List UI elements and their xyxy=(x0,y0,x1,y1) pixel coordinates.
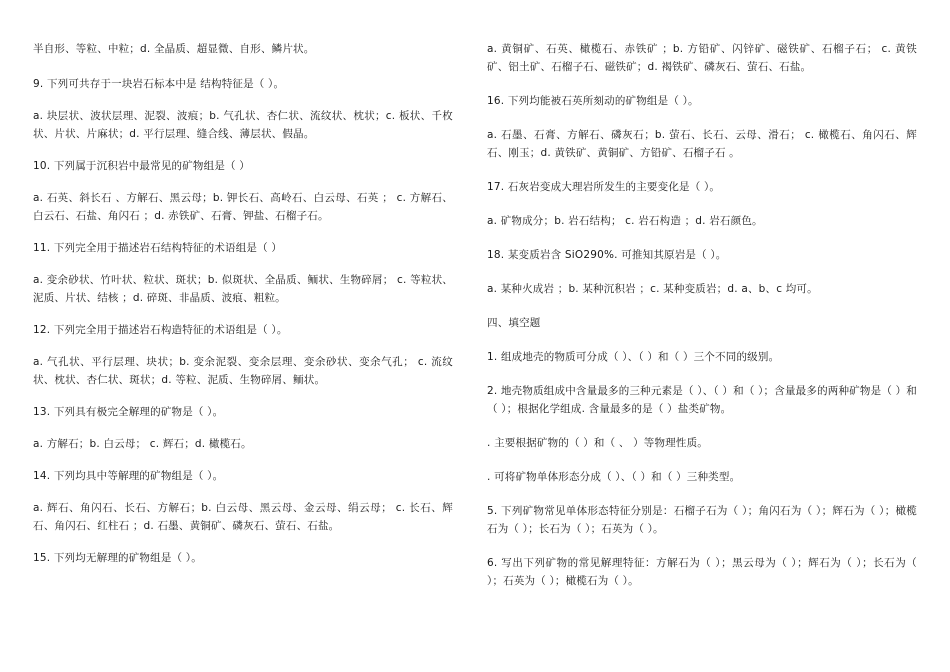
left-column xyxy=(33,40,453,567)
question-14-options: a. 辉石、角闪石、长石、方解石；b. 白云母、黑云母、金云母、绢云母； c. 长石、辉石、角闪石、红柱石 ；d. 石墨、黄铜矿、磷灰石、萤石、石盐。 xyxy=(33,502,453,532)
section-title: 四、填空题 xyxy=(487,317,541,329)
question-13: 13. 下列具有极完全解理的矿物是（ ）。 xyxy=(33,406,224,418)
question-9-options: a. 块层状、波状层理、泥裂、波痕；b. 气孔状、杏仁状、流纹状、枕状；c. 板状、千枚状、片状、片麻状；d. 平行层理、缝合线、薄层状、假晶。 xyxy=(33,110,453,140)
question-12-options: a. 气孔状、平行层理、块状；b. 变余泥裂、变余层理、变余砂状、变余气孔； c. 流纹状、枕状、杏仁状、斑状；d. 等粒、泥质、生物碎屑、鲕状。 xyxy=(33,356,453,386)
question-9: 9. 下列可共存于一块岩石标本中是 结构特征是（ ）。 xyxy=(33,78,285,90)
question-12: 12. 下列完全用于描述岩石构造特征的术语组是（ ）。 xyxy=(33,324,288,336)
question-16: 16. 下列均能被石英所刻动的矿物组是（ ）。 xyxy=(487,95,699,107)
question-11: 11. 下列完全用于描述岩石结构特征的术语组是（ ） xyxy=(33,242,283,254)
question-11-options: a. 变余砂状、竹叶状、粒状、斑状；b. 似斑状、全晶质、鲕状、生物碎屑； c. 等粒状、泥质、片状、结核 ；d. 碎斑、非晶质、波痕、粗粒。 xyxy=(33,274,453,304)
fill-question-3: . 主要根据矿物的（ ）和（ 、 ）等物理性质。 xyxy=(487,437,708,449)
question-13-options: a. 方解石；b. 白云母； c. 辉石；d. 橄榄石。 xyxy=(33,438,252,450)
fill-question-5: 5. 下列矿物常见单体形态特征分别是：石榴子石为（ ）；角闪石为（ ）；辉石为（ ）；橄榄石为（ ）；长石为（ ）；石英为（ ）。 xyxy=(487,505,917,535)
fill-question-2: 2. 地壳物质组成中含量最多的三种元素是（ ）、（ ）和（ ）；含量最多的两种矿物是（ ）和（ ）；根据化学组成. 含量最多的是（ ）盐类矿物。 xyxy=(487,385,917,415)
question-10: 10. 下列属于沉积岩中最常见的矿物组是（ ） xyxy=(33,160,250,172)
question-15: 15. 下列均无解理的矿物组是（ ）。 xyxy=(33,552,202,564)
question-14: 14. 下列均具中等解理的矿物组是（ ）。 xyxy=(33,470,224,482)
fill-question-1: 1. 组成地壳的物质可分成（ ）、（ ）和（ ）三个不同的级别。 xyxy=(487,351,780,363)
question-10-options: a. 石英、斜长石 、方解石、黑云母；b. 钾长石、高岭石、白云母、石英 ； c. 方解石、白云石、石盐、角闪石 ；d. 赤铁矿、石膏、钾盐、石榴子石。 xyxy=(33,192,453,222)
question-16-options: a. 石墨、石膏、方解石、磷灰石；b. 萤石、长石、云母、滑石； c. 橄榄石、角闪石、辉石、刚玉；d. 黄铁矿、黄铜矿、方铅矿、石榴子石 。 xyxy=(487,129,917,159)
intro-line: 半自形、等粒、中粒；d. 全晶质、超显微、自形、鳞片状。 xyxy=(33,43,315,55)
right-column xyxy=(487,40,917,590)
question-17: 17. 石灰岩变成大理岩所发生的主要变化是（ ）。 xyxy=(487,181,721,193)
question-18-options: a. 某种火成岩 ；b. 某种沉积岩 ；c. 某种变质岩；d. a、b、c 均可。 xyxy=(487,283,818,295)
question-15-options: a. 黄铜矿、石英、橄榄石、赤铁矿 ；b. 方铅矿、闪锌矿、磁铁矿、石榴子石； c. 黄铁矿、铝土矿、石榴子石、磁铁矿；d. 褐铁矿、磷灰石、萤石、石盐。 xyxy=(487,43,917,73)
fill-question-6: 6. 写出下列矿物的常见解理特征：方解石为（ ）；黑云母为（ ）；辉石为（ ）；长石为（ ）；石英为（ ）；橄榄石为（ ）。 xyxy=(487,557,917,587)
question-18: 18. 某变质岩含 SiO290%. 可推知其原岩是（ ）。 xyxy=(487,249,727,261)
question-17-options: a. 矿物成分；b. 岩石结构； c. 岩石构造 ；d. 岩石颜色。 xyxy=(487,215,763,227)
fill-question-4: . 可将矿物单体形态分成（ ）、（ ）和（ ）三种类型。 xyxy=(487,471,741,483)
